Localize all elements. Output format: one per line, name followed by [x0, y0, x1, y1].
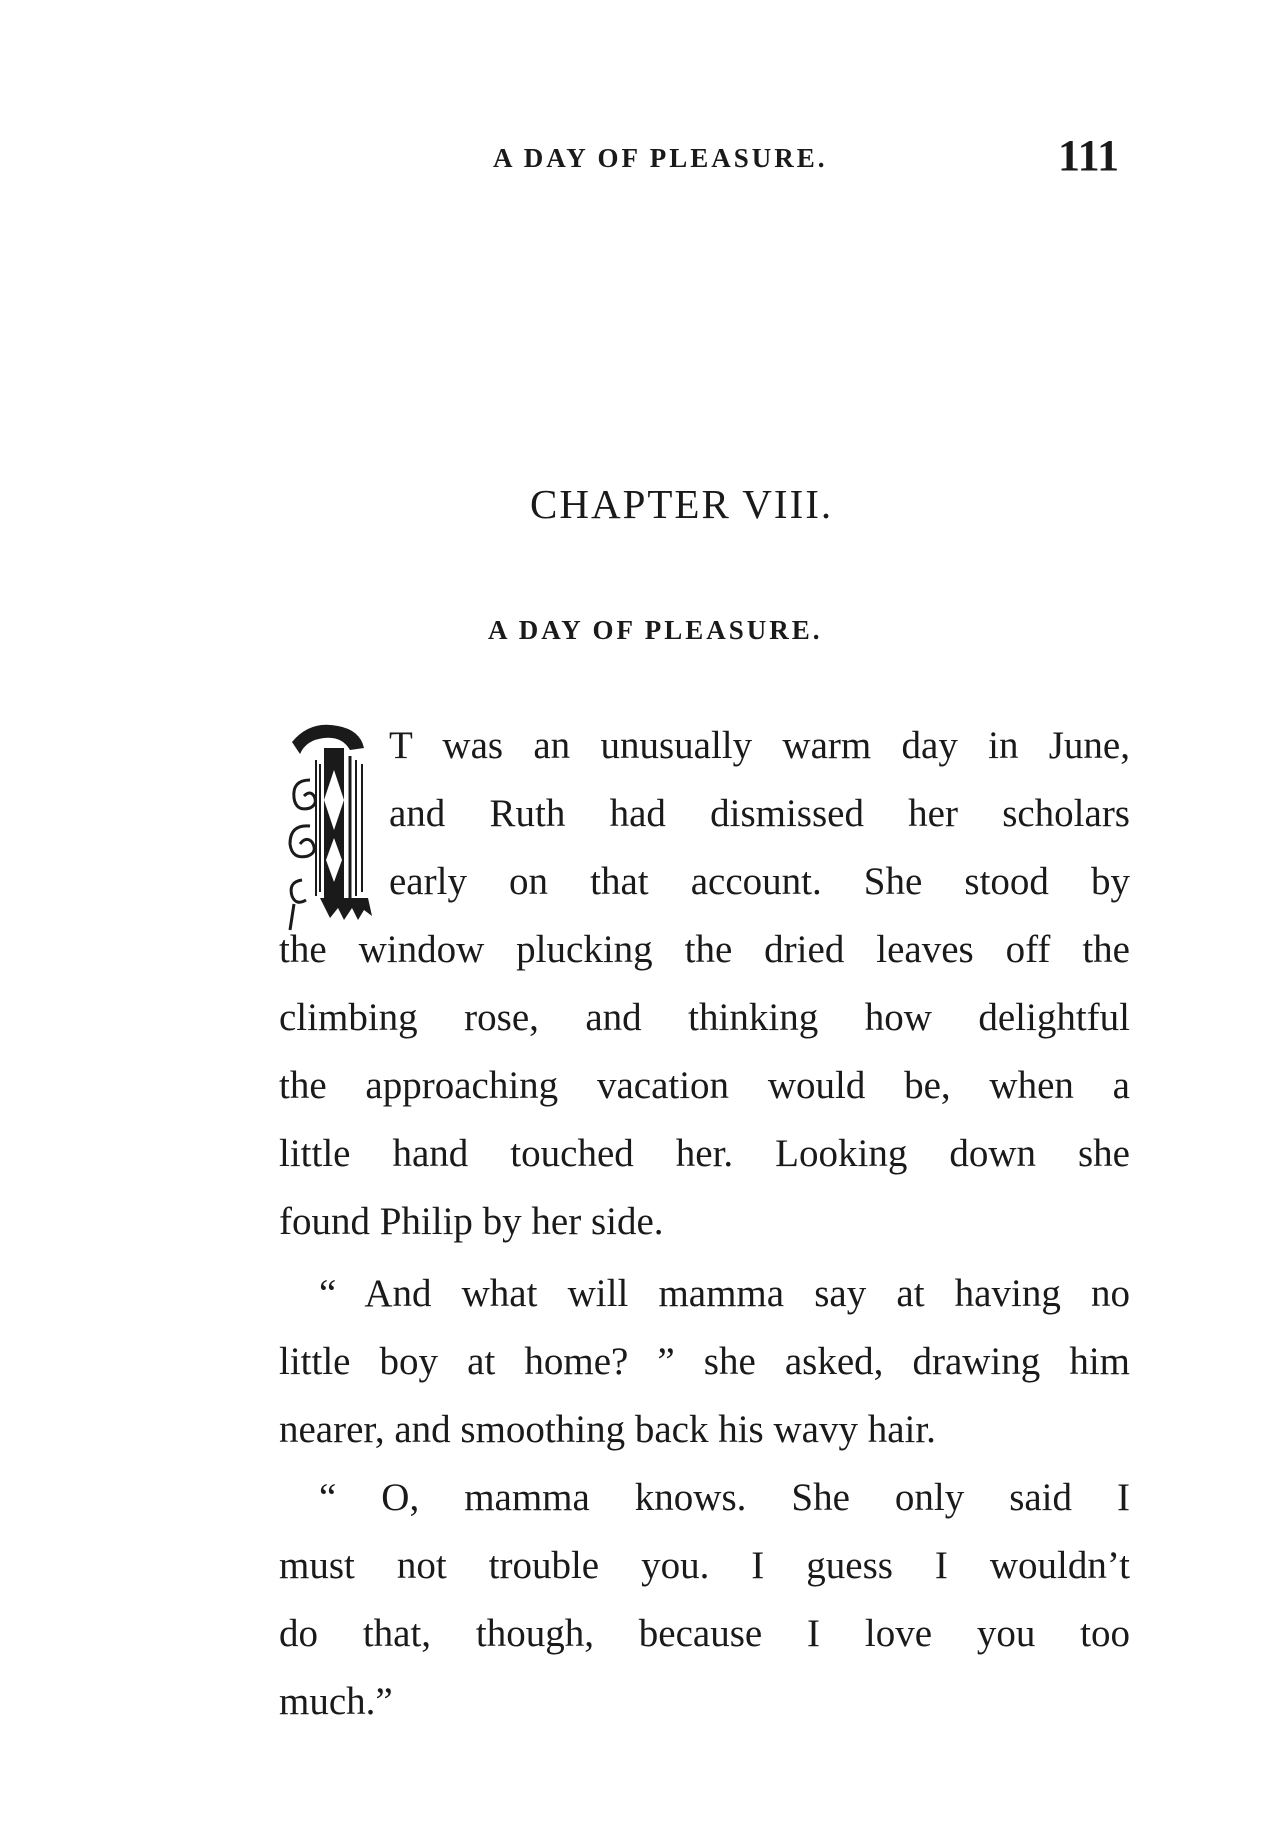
paragraph-3: [279, 1464, 1130, 1736]
text-line: much.”: [279, 1680, 393, 1723]
text-line: little boy at home? ” she asked, drawing him: [279, 1340, 1130, 1383]
page-number: 111: [1058, 131, 1120, 180]
text-line: do that, though, because I love you too: [279, 1612, 1130, 1655]
text-line: “ O, mamma knows. She only said I: [319, 1476, 1130, 1519]
text-line: the approaching vacation would be, when a: [279, 1064, 1130, 1107]
text-line: T was an unusually warm day in June,: [389, 724, 1130, 767]
chapter-title: A DAY OF PLEASURE.: [488, 615, 823, 645]
paragraph-1: [279, 712, 1130, 1256]
text-line: little hand touched her. Looking down she: [279, 1132, 1130, 1175]
text-line: early on that account. She stood by: [389, 860, 1130, 903]
chapter-heading: CHAPTER VIII.: [530, 481, 834, 527]
text-line: found Philip by her side.: [279, 1200, 664, 1243]
text-line: and Ruth had dismissed her scholars: [389, 792, 1130, 835]
text-line: climbing rose, and thinking how delightful: [279, 996, 1130, 1039]
text-line: must not trouble you. I guess I wouldn’t: [279, 1544, 1130, 1587]
running-head: A DAY OF PLEASURE.: [493, 143, 828, 173]
text-line: nearer, and smoothing back his wavy hair.: [279, 1408, 936, 1451]
text-line: “ And what will mamma say at having no: [319, 1272, 1130, 1315]
paragraph-2: [279, 1260, 1130, 1464]
text-line: the window plucking the dried leaves off the: [279, 928, 1130, 971]
